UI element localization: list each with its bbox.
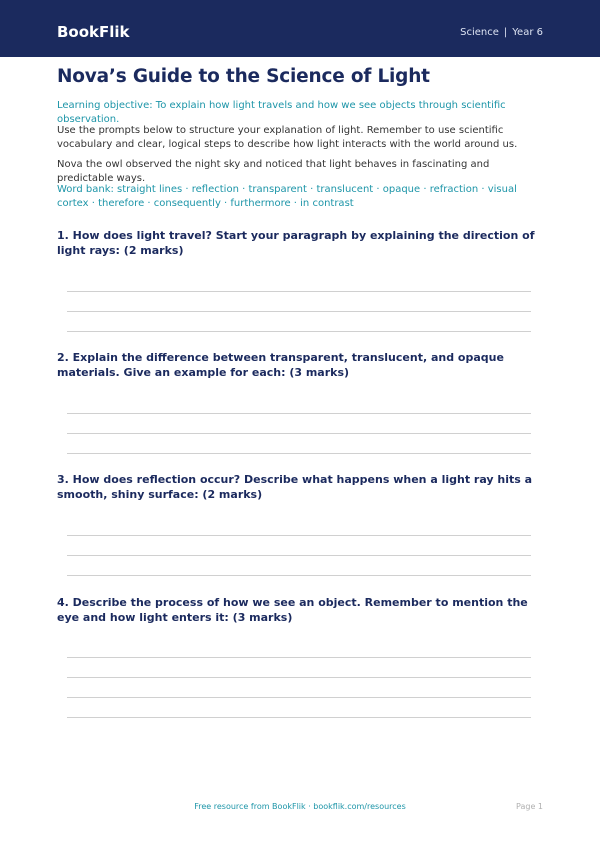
answer-line[interactable] (67, 555, 531, 556)
learning-objective: Learning objective: To explain how light travels and how we see objects through scientific observation. (57, 100, 506, 125)
answer-line[interactable] (67, 331, 531, 332)
answer-line[interactable] (67, 535, 531, 536)
word-bank: Word bank: straight lines · reflection · transparent · translucent · opaque · refraction · visual cortex · therefore · consequently · furthermore · in contrast (57, 184, 517, 209)
page-number: Page 1 (516, 802, 543, 811)
answer-line[interactable] (67, 311, 531, 312)
subject-year-label (460, 26, 543, 40)
question-1: 1. How does light travel? Start your paragraph by explaining the direction of light rays: (2 marks) (57, 229, 535, 257)
answer-line[interactable] (67, 677, 531, 678)
answer-line[interactable] (67, 657, 531, 658)
answer-line[interactable] (67, 433, 531, 434)
answer-line[interactable] (67, 453, 531, 454)
question-3: 3. How does reflection occur? Describe what happens when a light ray hits a smooth, shiny surface: (2 marks) (57, 473, 533, 501)
subject-label: Science (460, 27, 499, 38)
footer-resource-link[interactable]: Free resource from BookFlik · bookflik.com/resources (194, 802, 406, 811)
brand-logo[interactable]: BookFlik (57, 23, 130, 41)
question-2: 2. Explain the difference between transparent, translucent, and opaque materials. Give an example for each: (3 marks) (57, 351, 504, 379)
separator: | (503, 27, 508, 38)
answer-line[interactable] (67, 697, 531, 698)
answer-line[interactable] (67, 717, 531, 718)
intro-text: Nova the owl observed the night sky and noticed that light behaves in fascinating and predictable ways. (57, 159, 490, 184)
answer-line[interactable] (67, 291, 531, 292)
header-bar (0, 0, 600, 57)
answer-line[interactable] (67, 413, 531, 414)
instructions-text: Use the prompts below to structure your explanation of light. Remember to use scientific vocabulary and clear, logical steps to describe how light interacts with the world around us. (57, 125, 518, 150)
page-title: Nova’s Guide to the Science of Light (57, 66, 430, 87)
question-4: 4. Describe the process of how we see an object. Remember to mention the eye and how light enters it: (3 marks) (57, 596, 528, 624)
answer-line[interactable] (67, 575, 531, 576)
year-label: Year 6 (512, 27, 543, 38)
